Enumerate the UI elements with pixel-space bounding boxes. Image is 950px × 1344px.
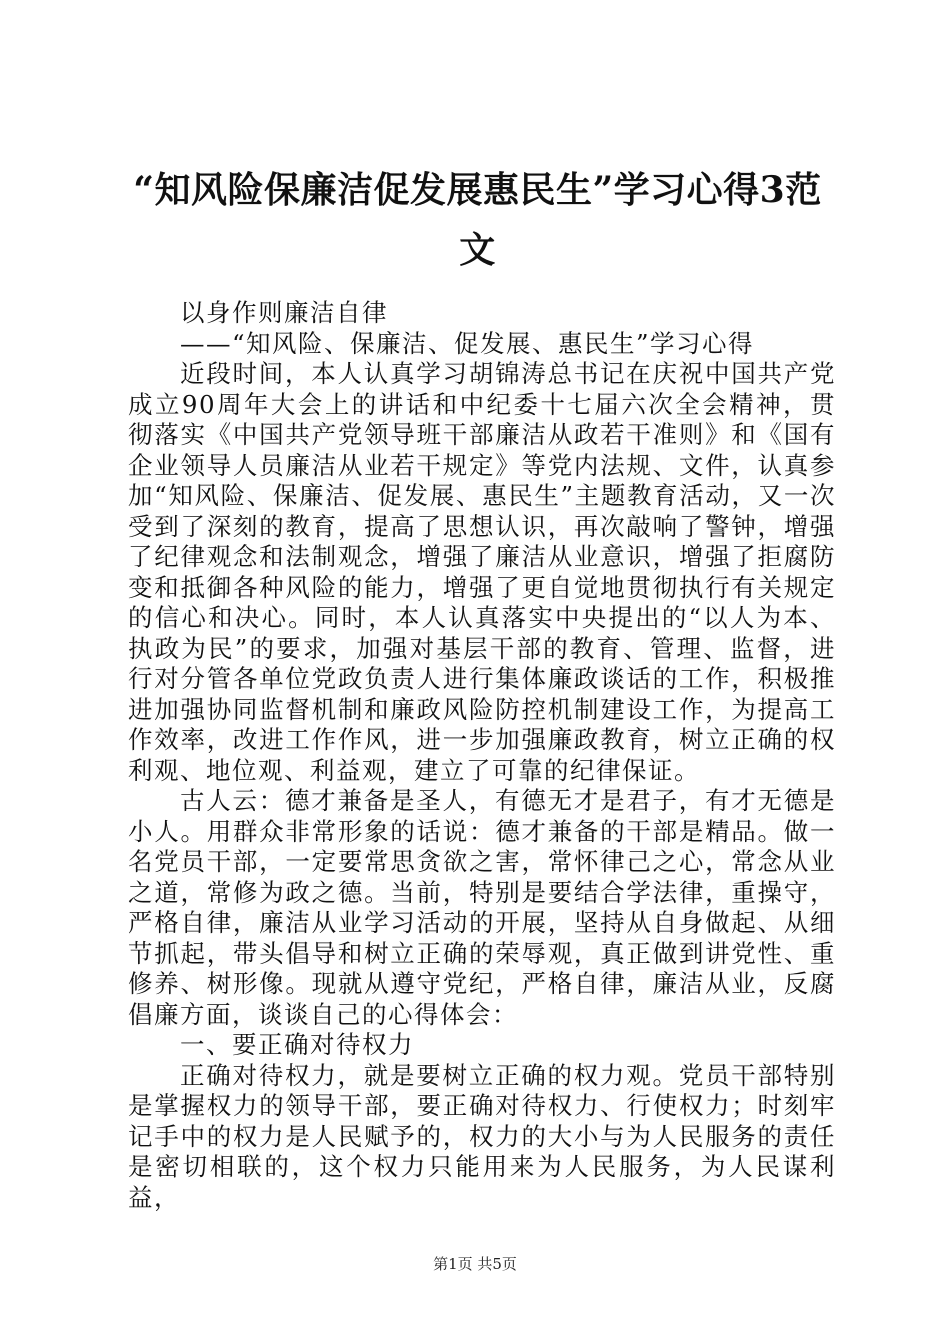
subtitle-line: ——“知风险、保廉洁、促发展、惠民生”学习心得 [180, 328, 755, 358]
section-heading-1: 一、要正确对待权力 [180, 1030, 414, 1059]
page-number-footer: 第1页 共5页 [433, 1255, 517, 1273]
document-body [128, 298, 836, 1213]
body-paragraph-1: 近段时间，本人认真学习胡锦涛总书记在庆祝中国共产党成立90周年大会上的讲话和中纪委十七届六次全会精神，贯彻落实《中国共产党领导班干部廉洁从政若干准则》和《国有企业领导人员廉洁从业若干规定》等党内法规、文件，认真参加“知风险、保廉洁、促发展、惠民生”主题教育活动，又一次受到了深刻的教育，提高了思想认识，再次敲响了警钟，增强了纪律观念和法制观念，增强了廉洁从业意识，增强了拒腐防变和抵御各种风险的能力，增强了更自觉地贯彻执行有关规定的信心和决心。同时，本人认真落实中央提出的“以人为本、执政为民”的要求，加强对基层干部的教育、管理、监督，进行对分管各单位党政负责人进行集体廉政谈话的工作，积极推进加强协同监督机制和廉政风险防控机制建设工作，为提高工作效率，改进工作作风，进一步加强廉政教育，树立正确的权利观、地位观、利益观，建立了可靠的纪律保证。 [128, 359, 836, 785]
body-paragraph-3: 正确对待权力，就是要树立正确的权力观。党员干部特别是掌握权力的领导干部，要正确对待权力、行使权力；时刻牢记手中的权力是人民赋予的，权力的大小与为人民服务的责任是密切相联的，这个权力只能用来为人民服务，为人民谋利益， [128, 1060, 836, 1212]
document-title: “知风险保廉洁促发展惠民生”学习心得3范文 [133, 169, 822, 271]
section-heading-main: 以身作则廉洁自律 [180, 298, 388, 327]
body-paragraph-2: 古人云：德才兼备是圣人，有德无才是君子，有才无德是小人。用群众非常形象的话说：德才兼备的干部是精品。做一名党员干部，一定要常思贪欲之害，常怀律己之心，常念从业之道，常修为政之德。当前，特别是要结合学法律，重操守，严格自律，廉洁从业学习活动的开展，坚持从自身做起、从细节抓起，带头倡导和树立正确的荣辱观，真正做到讲党性、重修养、树形像。现就从遵守党纪，严格自律，廉洁从业，反腐倡廉方面，谈谈自己的心得体会： [128, 786, 836, 1029]
